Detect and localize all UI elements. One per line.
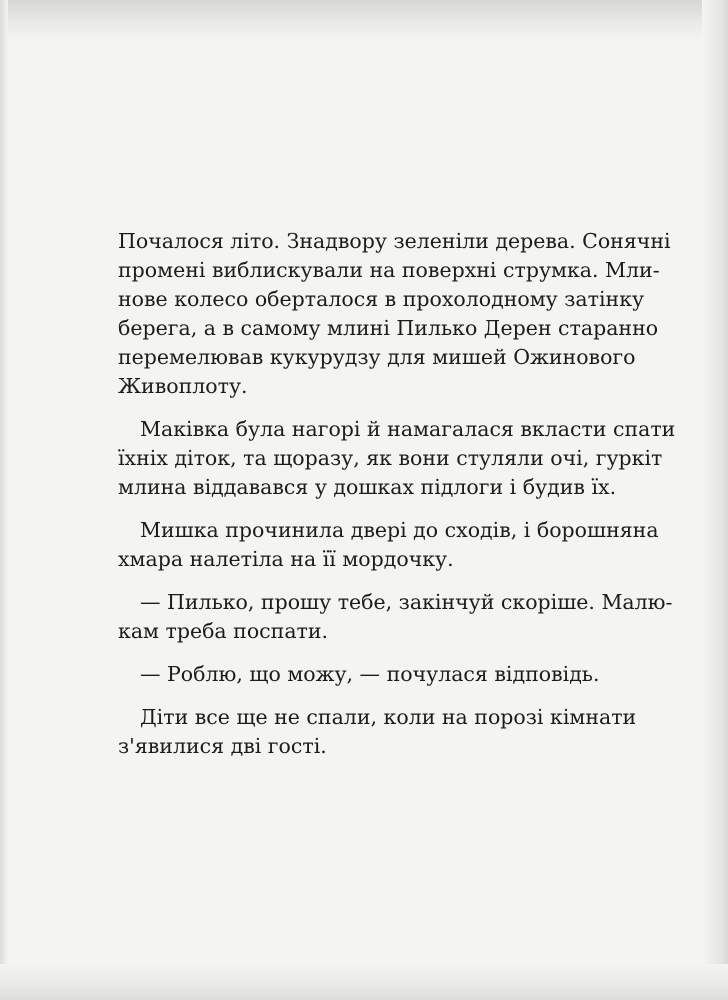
paragraph-3 [118, 516, 658, 574]
text-line: їхніх діток, та щоразу, як вони стуляли очі, гуркіт [118, 446, 663, 470]
text-line: Маківка була нагорі й намагалася вкласти спати [140, 417, 676, 441]
paragraph-6 [118, 703, 658, 761]
text-line: — Пилько, прошу тебе, закінчуй скоріше. Малю- [140, 590, 673, 614]
page-right-edge [702, 0, 728, 1000]
paragraph-4 [118, 588, 673, 646]
text-line: берега, а в самому млині Пилько Дерен старанно [118, 316, 659, 340]
text-line: млина віддавався у дошках підлоги і будив їх. [118, 475, 617, 499]
page-bottom-edge [0, 964, 728, 1000]
text-line: промені виблискували на поверхні струмка. Мли- [118, 258, 660, 282]
paragraph-2 [118, 415, 676, 502]
text-line: Живоплоту. [118, 374, 248, 398]
text-line: — Роблю, що можу, — почулася відповідь. [140, 662, 600, 686]
story-text [118, 227, 676, 775]
page-top-shadow [0, 0, 728, 40]
text-line: хмара налетіла на її мордочку. [118, 547, 454, 571]
text-line: кам треба поспати. [118, 619, 329, 643]
text-line: Мишка прочинила двері до сходів, і борошняна [140, 518, 659, 542]
text-line: Почалося літо. Знадвору зеленіли дерева. Сонячні [118, 229, 671, 253]
text-line: нове колесо оберталося в прохолодному затінку [118, 287, 645, 311]
paragraph-5 [118, 660, 658, 689]
page-left-edge [0, 0, 8, 1000]
text-line: з'явилися дві гості. [118, 734, 327, 758]
text-line: перемелював кукурудзу для мишей Ожинового [118, 345, 636, 369]
paragraph-1 [118, 227, 671, 401]
text-line: Діти все ще не спали, коли на порозі кімнати [140, 705, 637, 729]
